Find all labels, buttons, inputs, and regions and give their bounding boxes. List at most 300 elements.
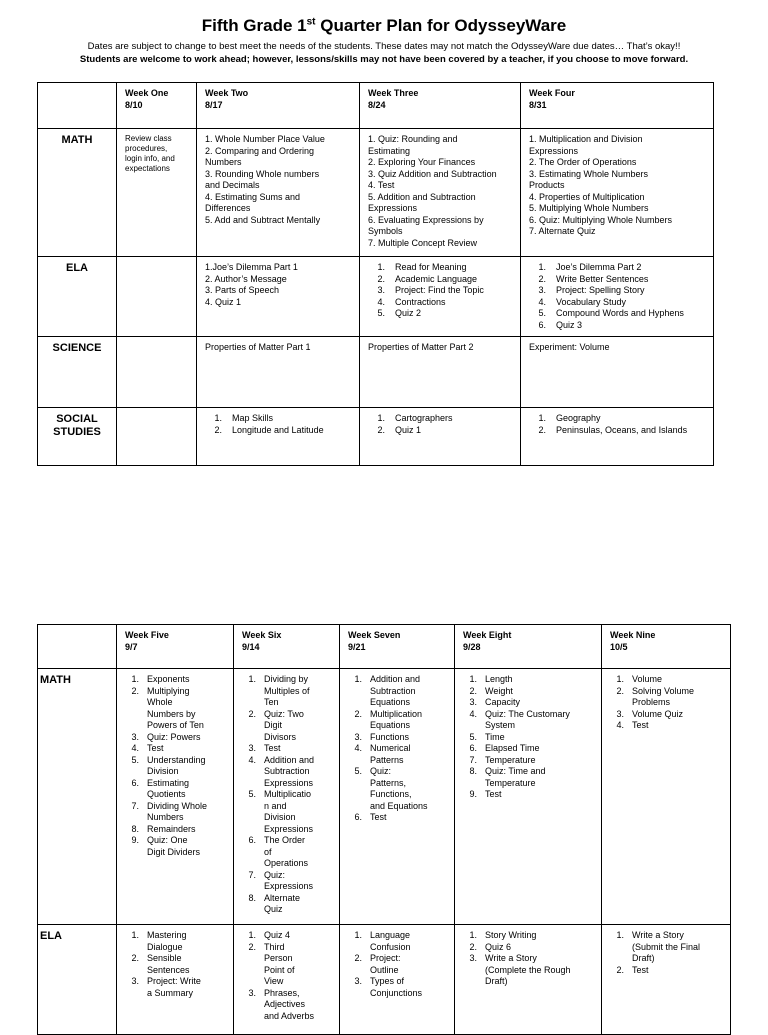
plan-cell — [602, 669, 731, 925]
list-item-line: Sensible — [147, 953, 182, 963]
list-item-line: Third — [264, 941, 285, 952]
plan-cell — [117, 257, 197, 337]
week-header: Week Two 8/17 — [197, 83, 360, 129]
plan-line: 5. Multiplying Whole Numbers — [529, 203, 649, 213]
list-item-line: Phrases, — [264, 987, 300, 998]
list-item — [610, 930, 724, 965]
list-item — [348, 930, 448, 953]
list-item-text — [147, 674, 227, 686]
list-item-number: 4. — [248, 754, 256, 765]
list-item — [463, 930, 595, 942]
plan-cell — [117, 669, 234, 925]
list-item-number: 2. — [377, 424, 385, 435]
science-row — [38, 337, 714, 408]
list-item-number: 3. — [131, 731, 139, 742]
list-item — [529, 425, 707, 437]
subject-label: ELA — [38, 925, 117, 1035]
plan-line: 3. Quiz Addition and Subtraction — [368, 168, 497, 179]
list-item-number: 4. — [538, 296, 546, 307]
list-item-number: 5. — [131, 754, 139, 765]
list-item — [125, 686, 227, 732]
list-item-number: 1. — [538, 413, 546, 423]
list-item — [242, 893, 333, 916]
list-item-text — [147, 953, 227, 976]
list-item — [242, 674, 333, 709]
list-item — [463, 755, 595, 767]
list-item — [242, 942, 333, 988]
list-item — [125, 953, 227, 976]
list-item-number: 4. — [616, 720, 624, 730]
list-item-line: Equations — [370, 720, 411, 730]
plan-line: 2. Author’s Message — [205, 273, 287, 284]
list-item-line: Whole — [147, 697, 173, 707]
list-item-text — [264, 709, 333, 744]
plan-line: Products — [529, 180, 565, 190]
list-item-line: The Order — [264, 835, 306, 845]
list-item-text — [485, 709, 595, 732]
ela-row — [38, 257, 714, 337]
list-item — [125, 976, 227, 999]
list-item — [463, 732, 595, 744]
list-item-line: and Adverbs — [264, 1010, 315, 1021]
list-item-number: 6. — [131, 777, 139, 788]
plan-cell — [360, 408, 521, 466]
table-header-row — [38, 83, 714, 129]
plan-cell — [455, 925, 602, 1035]
list-item-line: Length — [485, 674, 513, 684]
list-item-line: Confusion — [370, 941, 411, 952]
plan-cell — [340, 925, 455, 1035]
list-item-text — [485, 766, 595, 789]
quarter-plan-table-weeks-1-4 — [37, 82, 714, 466]
dates-note: Dates are subject to change to best meet the needs of the students. These dates may not match the OdysseyWare due dates… That’s okay!! — [87, 41, 681, 52]
social-studies-row — [38, 408, 714, 466]
list-item-line: Quiz: Powers — [147, 731, 201, 742]
list-item-line: Expressions — [264, 777, 314, 788]
list-item-number: 1. — [214, 413, 222, 423]
list-item-line: Time — [485, 731, 505, 742]
list-item-text — [485, 942, 595, 954]
plan-cell — [455, 669, 602, 925]
list-item-line: System — [485, 720, 516, 730]
list-item — [125, 743, 227, 755]
list-item-number: 4. — [354, 743, 362, 753]
plan-cell — [117, 337, 197, 408]
plan-line: Expressions — [368, 203, 418, 213]
list-item-line: Story Writing — [485, 930, 537, 940]
list-item-text — [147, 824, 227, 836]
list-item — [368, 285, 514, 297]
list-item-line: Capacity — [485, 697, 521, 707]
list-item-number: 2. — [214, 424, 222, 435]
list-item — [463, 743, 595, 755]
list-item-text — [370, 930, 448, 953]
list-item-text — [485, 697, 595, 709]
list-item — [348, 976, 448, 999]
plan-line: 1.Joe’s Dilemma Part 1 — [205, 262, 298, 272]
list-item-line: Addition and — [264, 754, 315, 765]
list-item-number: 9. — [131, 835, 139, 845]
list-item-text: Quiz 1 — [395, 424, 422, 435]
list-item — [368, 413, 514, 425]
list-item-text — [485, 686, 595, 698]
list-item-text — [264, 988, 333, 1023]
list-item-text — [632, 686, 724, 709]
list-item-number: 8. — [248, 892, 256, 903]
list-item — [463, 766, 595, 789]
list-item-text — [147, 976, 227, 999]
list-item — [368, 308, 514, 320]
list-item-text: Longitude and Latitude — [232, 424, 324, 435]
list-item-line: Quiz: The Customary — [485, 708, 570, 719]
week-header: Week Six 9/14 — [234, 625, 340, 669]
plan-cell — [234, 925, 340, 1035]
list-item-number: 8. — [131, 823, 139, 834]
list-item-text: Project: Spelling Story — [556, 285, 645, 295]
list-item-number: 5. — [354, 766, 362, 776]
list-item-text — [370, 953, 448, 976]
list-item-number: 2. — [248, 941, 256, 952]
list-item-text — [370, 732, 448, 744]
plan-cell — [117, 925, 234, 1035]
empty-corner-cell — [38, 83, 117, 129]
list-item-line: Divisors — [264, 731, 297, 742]
list-item-number: 2. — [616, 964, 624, 975]
list-item-text — [485, 732, 595, 744]
list-item — [125, 835, 227, 858]
list-item — [529, 262, 707, 274]
empty-corner-cell — [38, 625, 117, 669]
plan-cell — [117, 129, 197, 257]
plan-line: 3. Estimating Whole Numbers — [529, 168, 649, 179]
list-item-line: Temperature — [485, 754, 536, 765]
list-item-text — [370, 709, 448, 732]
plan-cell — [360, 257, 521, 337]
list-item — [610, 965, 724, 977]
list-item-line: Digit — [264, 720, 283, 730]
subject-label: SCIENCE — [38, 337, 117, 408]
list-item-line: Functions — [370, 731, 410, 742]
list-item-line: n and — [264, 800, 287, 811]
work-ahead-note: Students are welcome to work ahead; however, lessons/skills may not have been covered by a teacher, if you choose to move forward. — [79, 54, 689, 65]
subject-label: SOCIAL STUDIES — [38, 408, 117, 466]
list-item — [242, 930, 333, 942]
list-item — [529, 274, 707, 286]
list-item-number: 6. — [538, 319, 546, 330]
table-header-row — [38, 625, 731, 669]
list-item-text — [485, 755, 595, 767]
list-item — [125, 930, 227, 953]
list-item-line: Expressions — [264, 881, 314, 891]
list-item-text — [147, 755, 227, 778]
list-item-text — [485, 674, 595, 686]
list-item-number: 3. — [616, 708, 624, 719]
list-item-line: Quiz — [264, 904, 283, 914]
list-item-number: 2. — [131, 685, 139, 696]
list-item — [463, 942, 595, 954]
list-item — [463, 674, 595, 686]
list-item-line: Expressions — [264, 823, 314, 834]
list-item-number: 3. — [469, 953, 477, 963]
list-item-text — [485, 789, 595, 801]
list-item-line: Dividing by — [264, 674, 309, 684]
list-item-text — [147, 801, 227, 824]
list-item-line: Understanding — [147, 754, 206, 765]
list-item-line: Test — [370, 812, 387, 822]
list-item-number: 5. — [469, 731, 477, 742]
plan-line: Symbols — [368, 226, 403, 236]
list-item-number: 8. — [469, 766, 477, 776]
list-item-line: Person — [264, 953, 293, 963]
list-item-line: Addition and — [370, 674, 421, 684]
list-item — [125, 824, 227, 836]
list-item-text: Write Better Sentences — [556, 273, 649, 284]
list-item-line: Solving Volume — [632, 685, 695, 696]
list-item — [610, 674, 724, 686]
list-item-line: Patterns — [370, 754, 404, 765]
plan-line: Numbers — [205, 157, 242, 167]
list-item-text: Cartographers — [395, 413, 453, 423]
subject-label: ELA — [38, 257, 117, 337]
list-item-line: Division — [147, 766, 179, 776]
plan-line: 1. Multiplication and Division — [529, 134, 643, 144]
list-item — [529, 308, 707, 320]
list-item-line: Equations — [370, 697, 411, 707]
list-item-line: Subtraction — [264, 766, 310, 776]
list-item-number: 1. — [377, 262, 385, 272]
list-item-text: Quiz 3 — [556, 319, 583, 330]
list-item — [463, 686, 595, 698]
plan-line: 1. Whole Number Place Value — [205, 134, 325, 144]
list-item-line: Test — [264, 743, 281, 753]
list-item-line: Write a Story — [485, 953, 537, 963]
list-item-number: 2. — [538, 273, 546, 284]
list-item — [529, 285, 707, 297]
list-item-number: 3. — [248, 987, 256, 998]
list-item-line: Multiplicatio — [264, 789, 312, 799]
list-item — [463, 953, 595, 988]
list-item-text — [370, 976, 448, 999]
plan-cell — [197, 129, 360, 257]
subject-label: MATH — [38, 129, 117, 257]
list-item — [368, 274, 514, 286]
plan-cell — [521, 129, 714, 257]
list-item-line: Point of — [264, 964, 295, 975]
plan-line: 3. Rounding Whole numbers — [205, 168, 320, 179]
math-row — [38, 129, 714, 257]
list-item-number: 4. — [469, 708, 477, 719]
list-item-text — [264, 743, 333, 755]
list-item-line: Operations — [264, 858, 309, 868]
quarter-plan-table-weeks-5-9 — [37, 624, 731, 1035]
list-item-line: Mastering — [147, 930, 187, 940]
math-row — [38, 669, 731, 925]
list-item — [529, 320, 707, 332]
list-item-line: Temperature — [485, 777, 536, 788]
list-item-number: 2. — [354, 953, 362, 963]
ela-row — [38, 925, 731, 1035]
list-item-number: 5. — [377, 308, 385, 318]
list-item-line: a Summary — [147, 987, 194, 998]
plan-line: expectations — [125, 164, 170, 173]
plan-cell — [197, 257, 360, 337]
list-item-line: Numbers — [147, 812, 184, 822]
list-item-text — [147, 686, 227, 732]
list-item-number: 7. — [248, 869, 256, 880]
list-item-line: Weight — [485, 685, 513, 696]
list-item-text — [264, 755, 333, 790]
list-item — [529, 413, 707, 425]
plan-cell — [521, 257, 714, 337]
list-item-text — [147, 743, 227, 755]
plan-line: Estimating — [368, 145, 411, 156]
list-item-line: Elapsed Time — [485, 743, 540, 753]
list-item-number: 2. — [131, 953, 139, 963]
list-item-line: Functions, — [370, 789, 412, 799]
list-item-line: Adjectives — [264, 999, 306, 1009]
week-header: Week Seven 9/21 — [340, 625, 455, 669]
plan-line: 2. Comparing and Ordering — [205, 145, 315, 156]
list-item — [205, 413, 353, 425]
plan-line: 6. Evaluating Expressions by — [368, 214, 484, 225]
plan-cell — [117, 408, 197, 466]
list-item-line: Quotients — [147, 789, 186, 799]
list-item-number: 1. — [248, 674, 256, 684]
list-item-text: Peninsulas, Oceans, and Islands — [556, 424, 688, 435]
list-item — [242, 789, 333, 835]
list-item — [125, 674, 227, 686]
list-item-number: 2. — [538, 424, 546, 435]
list-item-number: 3. — [538, 285, 546, 295]
list-item-line: Outline — [370, 964, 399, 975]
list-item — [610, 720, 724, 732]
list-item — [348, 953, 448, 976]
list-item-text — [264, 893, 333, 916]
list-item-number: 1. — [616, 674, 624, 684]
list-item-number: 3. — [248, 743, 256, 753]
list-item-number: 4. — [377, 296, 385, 307]
list-item-text: Academic Language — [395, 273, 478, 284]
list-item — [368, 425, 514, 437]
list-item-text — [632, 674, 724, 686]
plan-cell: Properties of Matter Part 1 — [197, 337, 360, 408]
list-item-line: Division — [264, 812, 296, 822]
list-item — [529, 297, 707, 309]
list-item-text — [147, 778, 227, 801]
plan-line: 3. Parts of Speech — [205, 285, 280, 295]
list-item-text: Vocabulary Study — [556, 296, 627, 307]
list-item-text: Compound Words and Hyphens — [556, 308, 684, 318]
week-header: Week One 8/10 — [117, 83, 197, 129]
list-item-text — [632, 709, 724, 721]
list-item-number: 1. — [469, 930, 477, 940]
list-item-text: Quiz 2 — [395, 308, 422, 318]
list-item-line: Write a Story — [632, 930, 684, 940]
plan-line: 2. Exploring Your Finances — [368, 157, 476, 167]
subject-label: MATH — [38, 669, 117, 925]
list-item-line: Quiz 6 — [485, 941, 512, 952]
list-item-number: 2. — [354, 708, 362, 719]
list-item-line: Problems — [632, 697, 671, 707]
list-item-line: Digit Dividers — [147, 846, 201, 857]
list-item — [242, 988, 333, 1023]
list-item-text — [147, 835, 227, 858]
list-item — [610, 686, 724, 709]
list-item-line: Patterns, — [370, 777, 407, 788]
list-item-text — [147, 930, 227, 953]
list-item — [125, 732, 227, 744]
plan-cell — [197, 408, 360, 466]
list-item-line: Volume — [632, 674, 663, 684]
list-item — [242, 743, 333, 755]
list-item-line: Test — [632, 720, 649, 730]
week-header: Week Three 8/24 — [360, 83, 521, 129]
list-item-line: Multiples of — [264, 685, 310, 696]
plan-line: 2. The Order of Operations — [529, 157, 637, 167]
list-item-line: Project: Write — [147, 976, 201, 986]
list-item-line: Draft) — [632, 953, 655, 963]
plan-line: procedures, — [125, 144, 168, 153]
list-item-text — [632, 930, 724, 965]
list-item-number: 1. — [354, 930, 362, 940]
list-item-line: Multiplication — [370, 708, 423, 719]
plan-line: Review class — [125, 134, 172, 143]
plan-line: 6. Quiz: Multiplying Whole Numbers — [529, 214, 673, 225]
list-item-line: Quiz: — [264, 869, 286, 880]
list-item-line: Powers of Ten — [147, 720, 204, 730]
list-item-number: 3. — [469, 697, 477, 707]
list-item-number: 7. — [131, 800, 139, 811]
plan-cell — [360, 129, 521, 257]
list-item — [242, 755, 333, 790]
list-item — [348, 732, 448, 744]
list-item-number: 1. — [354, 674, 362, 684]
list-item-number: 2. — [248, 708, 256, 719]
list-item-text: Project: Find the Topic — [395, 285, 484, 295]
list-item-line: Types of — [370, 976, 405, 986]
list-item-number: 2. — [377, 273, 385, 284]
list-item-number: 5. — [248, 789, 256, 799]
list-item — [463, 789, 595, 801]
week-header: Week Four 8/31 — [521, 83, 714, 129]
list-item-line: Estimating — [147, 777, 190, 788]
plan-cell — [340, 669, 455, 925]
list-item-line: Quiz: Two — [264, 708, 304, 719]
week-header: Week Nine 10/5 — [602, 625, 731, 669]
list-item-line: Test — [632, 964, 649, 975]
list-item-number: 4. — [131, 743, 139, 753]
list-item-number: 3. — [354, 731, 362, 742]
list-item-number: 1. — [131, 930, 139, 940]
plan-line: 4. Properties of Multiplication — [529, 191, 645, 202]
plan-line: and Decimals — [205, 180, 260, 190]
list-item — [463, 697, 595, 709]
list-item-text: Joe’s Dilemma Part 2 — [556, 262, 642, 272]
list-item — [205, 425, 353, 437]
list-item-number: 3. — [131, 976, 139, 986]
list-item-text — [370, 743, 448, 766]
list-item-line: Exponents — [147, 674, 190, 684]
plan-line: 4. Estimating Sums and — [205, 191, 301, 202]
list-item — [348, 766, 448, 812]
list-item-line: Conjunctions — [370, 987, 423, 998]
list-item — [463, 709, 595, 732]
page-title: Fifth Grade 1st Quarter Plan for OdysseyWare — [201, 16, 567, 35]
plan-line: 5. Add and Subtract Mentally — [205, 214, 321, 225]
plan-line: 4. Quiz 1 — [205, 296, 242, 307]
list-item-line: Test — [485, 789, 502, 799]
list-item-text: Contractions — [395, 296, 446, 307]
